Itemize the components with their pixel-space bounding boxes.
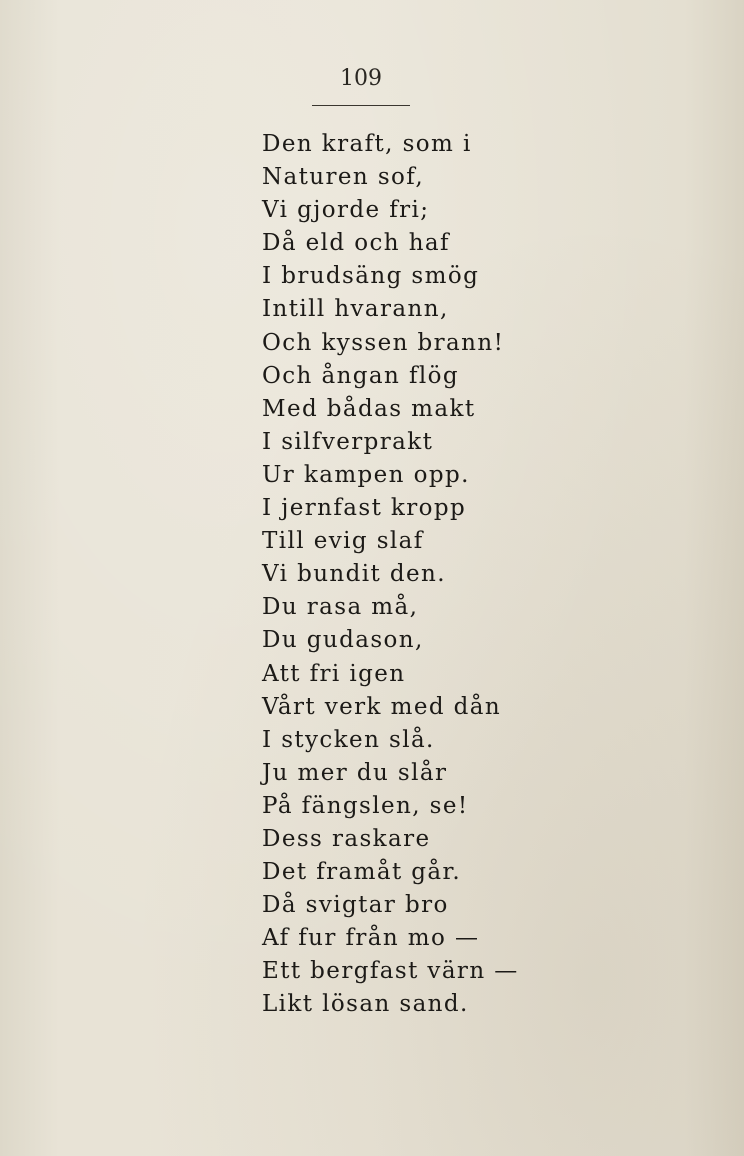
poem-line: Vi gjorde fri; [262,197,430,224]
poem-line: Med bådas makt [262,395,476,422]
poem-line: Du rasa må, [262,594,419,621]
poem-line: I silfverprakt [262,428,434,455]
poem-line: Naturen sof, [262,164,425,191]
poem-line: Den kraft, som i [262,131,472,157]
poem-line: Ett bergfast värn — [262,958,519,985]
poem-line: På fängslen, se! [262,792,469,819]
poem-line: Till evig slaf [262,528,424,555]
poem-line: Intill hvarann, [262,296,449,323]
poem-line: Ur kampen opp. [262,461,470,488]
poem-line: Och kyssen brann! [262,329,505,356]
poem-line: Vi bundit den. [262,561,446,588]
poem-line: Dess raskare [262,825,431,852]
poem-line: I jernfast kropp [262,495,467,522]
poem-line: I stycken slå. [262,726,435,753]
poem-line: Och ångan flög [262,362,459,389]
poem-line: Då svigtar bro [262,892,449,919]
poem-text [262,128,519,1022]
poem-line: Af fur från mo — [262,925,480,952]
poem-line: Att fri igen [262,660,406,687]
header-rule [312,105,410,106]
poem-line: Det framåt går. [262,859,462,886]
poem-line: Du gudason, [262,627,424,654]
poem-line: I brudsäng smög [262,263,480,290]
poem-line: Likt lösan sand. [262,991,469,1018]
poem-line: Ju mer du slår [262,759,448,786]
poem-line: Vårt verk med dån [262,693,502,720]
page-number: 109 [340,66,382,91]
poem-line: Då eld och haf [262,230,450,257]
